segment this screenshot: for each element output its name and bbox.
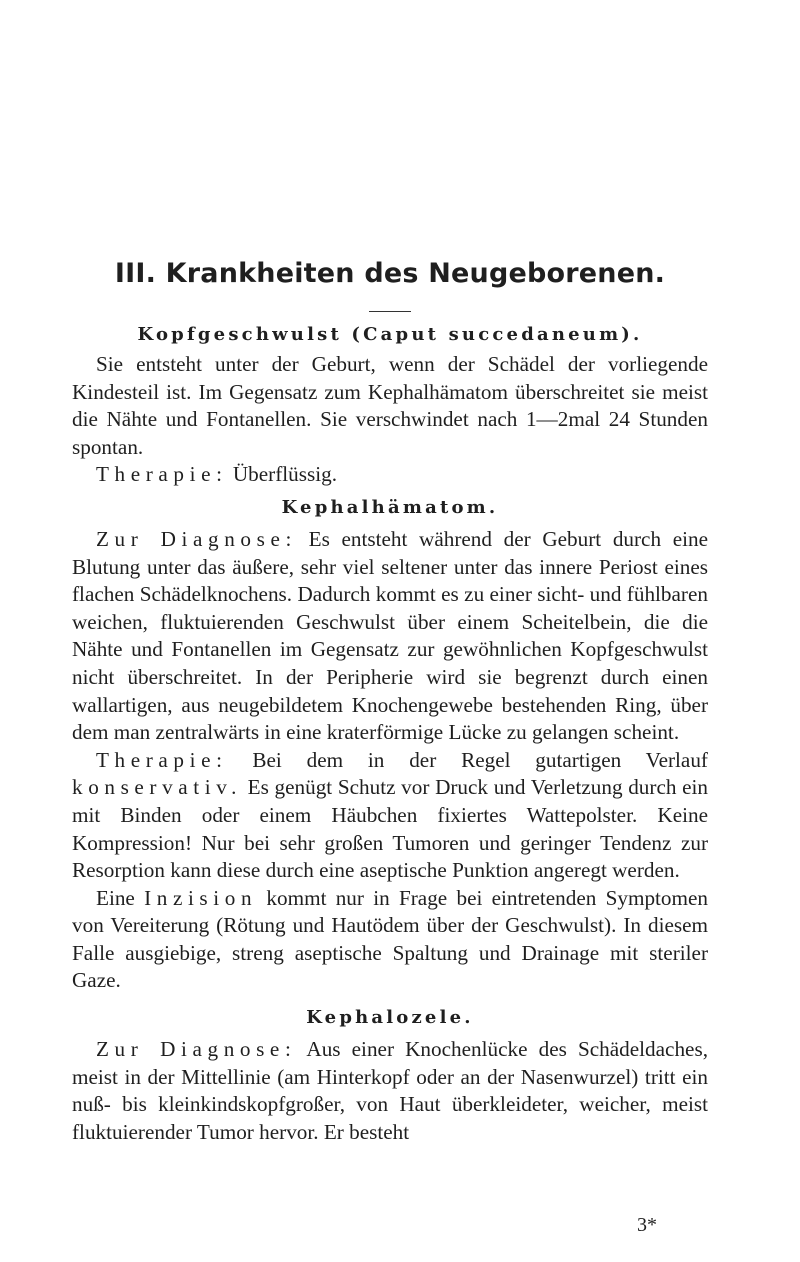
therapie-label: Therapie:	[96, 747, 228, 772]
heading-kopfgeschwulst: Kopfgeschwulst (Caput succedaneum).	[137, 324, 643, 345]
page-number: 3*	[637, 1214, 657, 1236]
therapie-text-b: Es genügt Schutz vor Druck und Verletzung durch ein mit Binden oder einem Häubchen fixiertes Wattepolster. Keine Kompression! Nur bei sehr großen Tumoren und geringer Tendenz zur Resorption kann diese durch eine aseptische Punktion angeregt werden.	[72, 775, 708, 883]
inzision-pre: Eine	[96, 885, 145, 910]
paragraph-kephalozele-diagnose	[72, 1036, 708, 1146]
therapie-text: Überflüssig.	[227, 462, 338, 487]
diagnose-text: Aus einer Knochenlücke des Schädeldaches, meist in der Mittellinie (am Hinterkopf oder an der Nasenwurzel) tritt ein nuß- bis kleinkindskopfgroßer, von Haut überkleideter, weicher, meist fluktuierender Tumor hervor. Er besteht	[72, 1037, 708, 1144]
diagnose-text: Es entsteht während der Geburt durch eine Blutung unter das äußere, sehr viel seltener unter das innere Periost eines flachen Schädelknochens. Dadurch kommt es zu einer sicht- und fühlbaren weichen, fluktuierenden Geschwulst über einem Scheitelbein, die die Nähte und Fontanellen im Gegensatz zur gewöhnlichen Kopfgeschwulst nicht überschreitet. In der Peripherie wird sie begrenzt durch einen wallartigen, aus neugebildetem Knochengewebe bestehenden Ring, über dem man zentralwärts in eine kraterförmige Lücke zu gelangen scheint.	[72, 526, 708, 745]
heading-kephalhaematom: Kephalhämatom.	[281, 496, 499, 518]
document-page	[72, 258, 708, 1146]
diagnose-label: Zur Diagnose:	[96, 526, 297, 551]
chapter-title: III. Krankheiten des Neugeborenen.	[114, 258, 666, 289]
paragraph-kephalhaematom-diagnose	[72, 526, 708, 747]
paragraph-kopfgeschwulst-therapie	[72, 461, 708, 489]
therapie-label: Therapie:	[96, 462, 228, 487]
diagnose-label: Zur Diagnose:	[96, 1037, 297, 1062]
paragraph-kopfgeschwulst: Sie entsteht unter der Geburt, wenn der Schädel der vorliegende Kindesteil ist. Im Gegensatz zum Kephalhämatom überschreitet sie meist die Nähte und Fontanellen. Sie verschwindet nach 1—2mal 24 Stunden spontan.	[72, 352, 708, 459]
inzision-text: kommt nur in Frage bei eintretenden Symptomen von Vereiterung (Rötung und Hautödem über der Geschwulst). In diesem Falle ausgiebige, streng aseptische Spaltung und Drainage mit steriler Gaze.	[72, 885, 709, 993]
inzision-word: Inzision	[144, 885, 258, 910]
title-divider	[369, 311, 411, 312]
konservativ-word: konservativ.	[72, 775, 242, 800]
paragraph-kephalhaematom-therapie	[72, 747, 708, 885]
heading-kephalozele: Kephalozele.	[306, 1007, 474, 1029]
therapie-text-a: Bei dem in der Regel gutartigen Verlauf	[227, 747, 708, 772]
paragraph-kephalhaematom-inzision	[72, 885, 708, 995]
